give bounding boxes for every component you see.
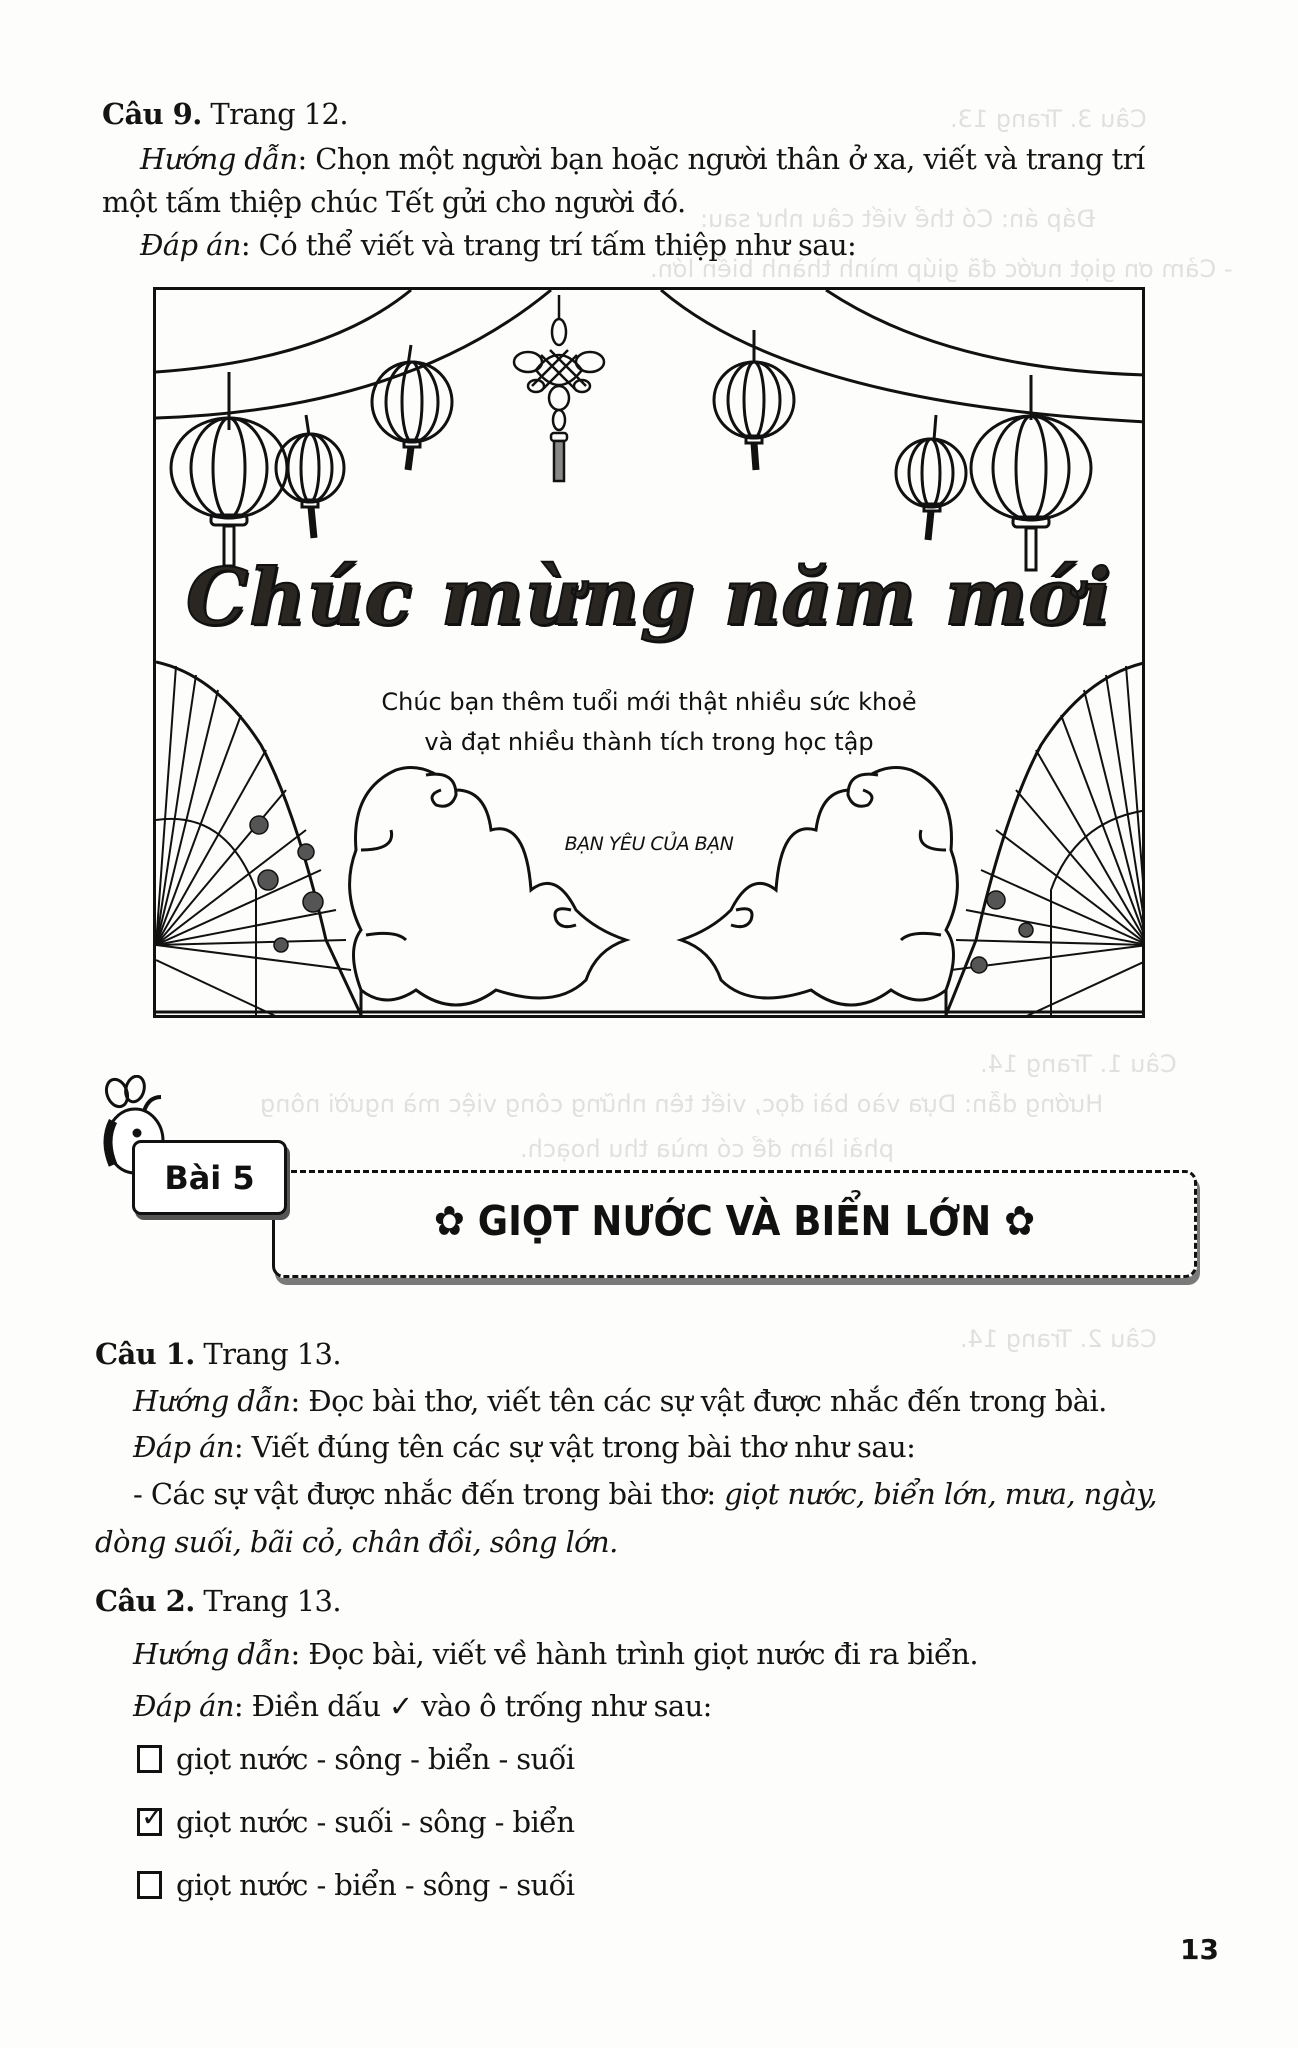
- option-label-2: giọt nước - suối - sông - biển: [176, 1805, 575, 1839]
- question-page: Trang 13.: [194, 1584, 342, 1618]
- guide-text: : Đọc bài thơ, viết tên các sự vật được nhắc đến trong bài.: [290, 1384, 1107, 1418]
- question-1-list-cont: dòng suối, bãi cỏ, chân đồi, sông lớn.: [95, 1525, 618, 1559]
- answer-text: : Điền dấu: [233, 1689, 389, 1723]
- check-mark-icon: ✓: [141, 1800, 165, 1833]
- check-mark-icon: ✓: [388, 1689, 413, 1723]
- answer-label: Đáp án: [140, 228, 241, 262]
- question-2-guide: [133, 1636, 978, 1672]
- question-page: Trang 13.: [194, 1337, 342, 1371]
- guide-label: Hướng dẫn: [133, 1637, 291, 1671]
- chinese-knot-icon: [514, 295, 604, 481]
- bleed-through-text: Câu 3. Trang 13.: [950, 105, 1147, 133]
- question-9-guide-cont: một tấm thiệp chúc Tết gửi cho người đó.: [102, 185, 686, 219]
- option-label-3: giọt nước - biển - sông - suối: [176, 1868, 575, 1902]
- question-1-guide: [133, 1383, 1107, 1419]
- lantern-icon: [372, 345, 452, 470]
- bleed-through-text: Câu 2. Trang 14.: [960, 1325, 1157, 1353]
- option-checkbox-1[interactable]: [137, 1745, 162, 1773]
- question-1-answer: [133, 1429, 915, 1465]
- card-greeting-title: Chúc mừng năm mới: [186, 552, 1112, 643]
- answer-text: : Viết đúng tên các sự vật trong bài thơ như sau:: [233, 1430, 916, 1464]
- question-1-heading: [95, 1336, 341, 1372]
- guide-text: : Chọn một người bạn hoặc người thân ở xa, viết và trang trí: [297, 142, 1145, 176]
- card-signature: BẠN YÊU CỦA BẠN: [564, 833, 734, 855]
- question-9-guide: [140, 141, 1145, 177]
- lantern-icon: [971, 375, 1091, 570]
- option-label-1: giọt nước - sông - biển - suối: [176, 1742, 575, 1776]
- list-items: giọt nước, biển lớn, mưa, ngày,: [724, 1477, 1157, 1511]
- question-number: Câu 2.: [95, 1584, 195, 1618]
- bleed-through-text: Câu 1. Trang 14.: [980, 1050, 1177, 1078]
- bleed-through-text: - Cảm ơn giọt nước đã giúp mình thành biển lớn.: [650, 255, 1233, 283]
- option-checkbox-3[interactable]: [137, 1871, 162, 1899]
- question-number: Câu 9.: [102, 97, 202, 131]
- bleed-through-text: phải làm để có mùa thu hoạch.: [520, 1135, 894, 1163]
- lantern-icon: [714, 330, 794, 470]
- answer-text: vào ô trống như sau:: [412, 1689, 712, 1723]
- question-2-heading: [95, 1583, 341, 1619]
- question-9-answer: [140, 227, 856, 263]
- cloud-icon: [681, 768, 957, 1019]
- question-page: Trang 12.: [201, 97, 349, 131]
- card-illustration: [156, 290, 1145, 1018]
- card-wish-line-1: Chúc bạn thêm tuổi mới thật nhiều sức khoẻ: [381, 688, 917, 716]
- question-number: Câu 1.: [95, 1337, 195, 1371]
- list-intro: - Các sự vật được nhắc đến trong bài thơ:: [133, 1477, 725, 1511]
- lesson-badge: Bài 5: [132, 1140, 287, 1215]
- page-number: 13: [1180, 1933, 1219, 1966]
- answer-label: Đáp án: [133, 1689, 234, 1723]
- cloud-icon: [350, 768, 626, 1019]
- bleed-through-text: Đáp án: Có thể viết câu như sau:: [700, 205, 1096, 233]
- question-2-answer: [133, 1688, 712, 1724]
- option-checkbox-2[interactable]: [137, 1800, 165, 1836]
- lesson-title: ✿ GIỌT NƯỚC VÀ BIỂN LỚN ✿: [433, 1197, 1036, 1246]
- guide-label: Hướng dẫn: [133, 1384, 291, 1418]
- answer-text: : Có thể viết và trang trí tấm thiệp như sau:: [240, 228, 857, 262]
- question-9-heading: [102, 96, 348, 132]
- guide-label: Hướng dẫn: [140, 142, 298, 176]
- answer-label: Đáp án: [133, 1430, 234, 1464]
- garland-icon: [156, 290, 1145, 422]
- greeting-card: [153, 287, 1145, 1018]
- question-1-list: [133, 1476, 1157, 1512]
- card-wish-line-2: và đạt nhiều thành tích trong học tập: [424, 728, 874, 756]
- lantern-icon: [896, 415, 966, 540]
- bleed-through-text: Hướng dẫn: Dựa vào bài đọc, viết tên những công việc mà người nông: [260, 1090, 1104, 1118]
- lantern-icon: [171, 372, 287, 566]
- guide-text: : Đọc bài, viết về hành trình giọt nước đi ra biển.: [290, 1637, 978, 1671]
